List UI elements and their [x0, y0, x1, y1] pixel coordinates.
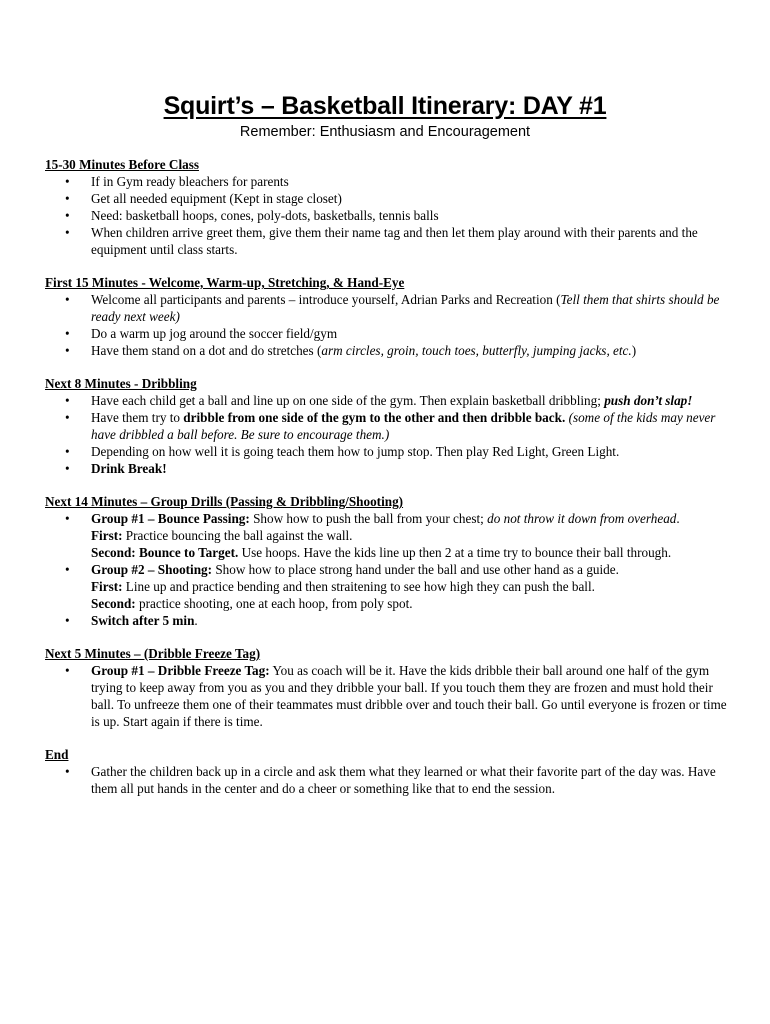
- bullet-icon: •: [65, 562, 70, 577]
- section-heading: Next 8 Minutes - Dribbling: [45, 376, 197, 391]
- list-item: • When children arrive greet them, give them their name tag and then let them play around with their parents and the equipment until class starts.: [65, 225, 698, 257]
- section-freeze-tag: [45, 645, 735, 730]
- page-subtitle: Remember: Enthusiasm and Encouragement: [239, 124, 531, 140]
- bullet-icon: •: [65, 444, 70, 459]
- list-item: • Have them stand on a dot and do stretches (arm circles, groin, touch toes, butterfly, jumping jacks, etc.): [65, 343, 637, 358]
- list-item: • Have each child get a ball and line up on one side of the gym. Then explain basketball dribbling; push don’t slap!: [65, 393, 693, 408]
- bullet-icon: •: [65, 764, 70, 779]
- bullet-icon: •: [65, 225, 70, 240]
- list-item: • Need: basketball hoops, cones, poly-dots, basketballs, tennis balls: [65, 208, 439, 223]
- section-group-drills: [45, 493, 735, 629]
- list-item: • Gather the children back up in a circle and ask them what they learned or what their favorite part of the day was. Have them all put hands in the center and do a cheer or something like that to end the session.: [65, 764, 716, 796]
- list-item: • Do a warm up jog around the soccer field/gym: [65, 326, 338, 341]
- section-heading: Next 5 Minutes – (Dribble Freeze Tag): [45, 646, 261, 661]
- section-heading: First 15 Minutes - Welcome, Warm-up, Stretching, & Hand-Eye: [45, 275, 405, 290]
- itinerary-body: [45, 156, 735, 813]
- list-item: • If in Gym ready bleachers for parents: [65, 174, 289, 189]
- section-end: [45, 746, 735, 797]
- list-item: • Have them try to dribble from one side of the gym to the other and then dribble back. (some of the kids may never have dribbled a ball before. Be sure to encourage them.): [65, 410, 716, 442]
- bullet-icon: •: [65, 208, 70, 223]
- list-item: • Group #2 – Shooting: Show how to place strong hand under the ball and use other hand as a guide. First: Line up and practice bending and then straitening to see how high they can push the ball. Second: practice shooting, one at each hoop, from poly spot.: [65, 562, 619, 611]
- section-heading: End: [45, 747, 69, 762]
- bullet-icon: •: [65, 663, 70, 678]
- bullet-icon: •: [65, 461, 70, 476]
- list-item: • Group #1 – Dribble Freeze Tag: You as coach will be it. Have the kids dribble their ball around one half of the gym trying to keep away from you as you and they dribble your ball. If you touch them they are frozen and must hold their ball. To unfreeze them one of their teammates must dribble over and touch their ball. Go until everyone is frozen or time is up. Start again if there is time.: [65, 663, 727, 729]
- bullet-icon: •: [65, 410, 70, 425]
- section-warm-up: [45, 274, 735, 359]
- list-item: • Drink Break!: [65, 461, 167, 476]
- bullet-icon: •: [65, 191, 70, 206]
- list-item: • Get all needed equipment (Kept in stage closet): [65, 191, 342, 206]
- section-dribbling: [45, 375, 735, 477]
- bullet-icon: •: [65, 393, 70, 408]
- bullet-icon: •: [65, 326, 70, 341]
- bullet-icon: •: [65, 292, 70, 307]
- list-item: • Welcome all participants and parents – introduce yourself, Adrian Parks and Recreation (Tell them that shirts should be ready next week): [65, 292, 720, 324]
- section-heading: Next 14 Minutes – Group Drills (Passing & Dribbling/Shooting): [45, 494, 404, 509]
- list-item: • Switch after 5 min.: [65, 613, 198, 628]
- bullet-icon: •: [65, 613, 70, 628]
- bullet-icon: •: [65, 511, 70, 526]
- list-item: • Group #1 – Bounce Passing: Show how to push the ball from your chest; do not throw it down from overhead. First: Practice bouncing the ball against the wall. Second: Bounce to Target. Use hoops. Have the kids line up then 2 at a time try to bounce their ball through.: [65, 511, 680, 560]
- bullet-icon: •: [65, 174, 70, 189]
- section-heading: 15-30 Minutes Before Class: [45, 157, 199, 172]
- list-item: • Depending on how well it is going teach them how to jump stop. Then play Red Light, Green Light.: [65, 444, 620, 459]
- bullet-icon: •: [65, 343, 70, 358]
- page-title: Squirt’s – Basketball Itinerary: DAY #1: [163, 92, 607, 120]
- section-before-class: [45, 156, 735, 258]
